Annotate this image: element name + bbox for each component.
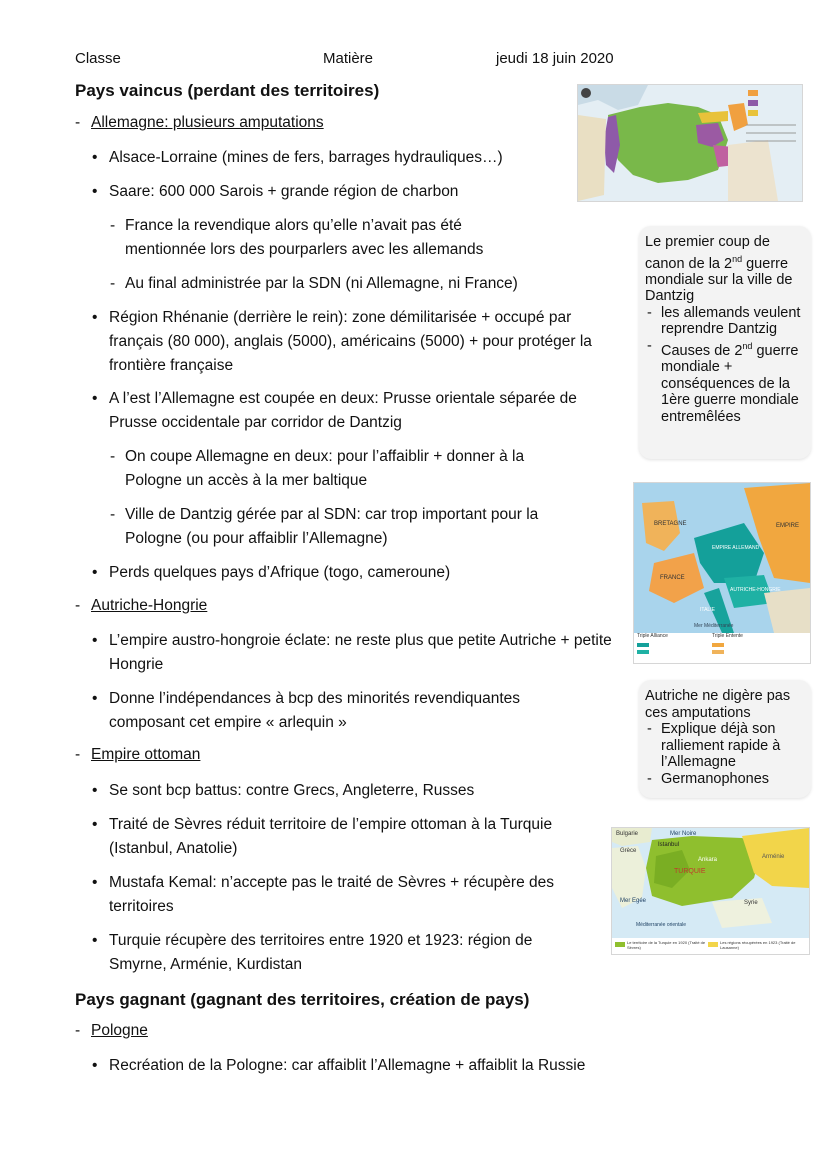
bullet-kemal: • Mustafa Kemal: n’accepte pas le traité de Sèvres + récupère des territoires bbox=[109, 871, 599, 919]
note-dantzig-item-2-a: Causes de 2 bbox=[661, 342, 743, 359]
bullet-independances: • Donne l’indépendances à bcp des minorités revendiquantes composant cet empire « arlequin » bbox=[109, 687, 579, 735]
map-turkey-istanbul: Istanbul bbox=[658, 842, 680, 848]
heading-autriche-text: Autriche-Hongrie bbox=[91, 597, 208, 614]
note-autriche-intro: Autriche ne digère pas ces amputations bbox=[645, 688, 791, 721]
map-germany-svg bbox=[578, 85, 802, 201]
map-turkey-armenie: Arménie bbox=[762, 854, 785, 860]
map-turkey-syrie: Syrie bbox=[744, 900, 758, 906]
bullet-rhenanie: • Région Rhénanie (derrière le rein): zone démilitarisée + occupé par français (80 000), anglais (5000), américains (5000) + pour protéger la frontière française bbox=[109, 306, 615, 378]
sub-dantzig-sdn: - Ville de Dantzig gérée par al SDN: car trop important pour la Pologne (ou pour affaiblir l’Allemagne) bbox=[125, 503, 595, 551]
sub-sdn-saare: - Au final administrée par la SDN (ni Allemagne, ni France) bbox=[125, 272, 595, 296]
header-date: jeudi 18 juin 2020 bbox=[496, 50, 614, 67]
map-label-italie: ITALIE bbox=[700, 607, 715, 613]
map-turkey-legend-1920: Le territoire de la Turquie en 1920 (Traité de Sèvres) bbox=[627, 940, 706, 950]
map-legend-alliance: Triple Alliance bbox=[637, 633, 668, 639]
map-turkey-mediterranee: Méditerranée orientale bbox=[636, 922, 687, 928]
bullet-recreation-pologne: • Recréation de la Pologne: car affaiblit l’Allemagne + affaiblit la Russie bbox=[109, 1054, 649, 1078]
map-turkey-legend-1923: Les régions récupérées en 1923 (Traité de Lausanne) bbox=[720, 940, 796, 950]
note-dantzig-item-2 bbox=[645, 338, 803, 425]
heading-allemagne-text: Allemagne: plusieurs amputations bbox=[91, 114, 324, 131]
bullet-turquie-recupere: • Turquie récupère des territoires entre 1920 et 1923: région de Smyrne, Arménie, Kurdistan bbox=[109, 929, 579, 977]
note-autriche bbox=[639, 680, 811, 798]
map-label-autriche: AUTRICHE-HONGRIE bbox=[730, 587, 781, 593]
map-germany-amputations bbox=[577, 84, 803, 202]
map-turkey-label: TURQUIE bbox=[674, 868, 706, 875]
map-turkey-grece: Grèce bbox=[620, 848, 637, 854]
note-dantzig-intro bbox=[645, 234, 803, 305]
map-turkey-svg bbox=[612, 828, 809, 954]
bullet-alsace: • Alsace-Lorraine (mines de fers, barrages hydrauliques…) bbox=[109, 146, 609, 170]
map-turkey-mer-egee: Mer Egée bbox=[620, 898, 647, 904]
note-dantzig-intro-a: Le premier coup de canon de la 2 bbox=[645, 234, 770, 272]
heading-autriche: - Autriche-Hongrie bbox=[75, 597, 208, 614]
map-legend-entente: Triple Entente bbox=[712, 633, 743, 639]
heading-ottoman-text: Empire ottoman bbox=[91, 746, 201, 763]
bullet-saare: • Saare: 600 000 Sarois + grande région de charbon bbox=[109, 180, 579, 204]
section-title-vaincus: Pays vaincus (perdant des territoires) bbox=[75, 81, 380, 100]
header-matiere: Matière bbox=[323, 50, 374, 67]
map-turkey-bulgarie: Bulgarie bbox=[616, 831, 639, 837]
map-turkey-ankara: Ankara bbox=[698, 857, 718, 863]
note-dantzig-item-1: - les allemands veulent reprendre Dantzig bbox=[645, 305, 803, 338]
map-alliances bbox=[633, 482, 811, 664]
bullet-empire-eclate: • L’empire austro-hongroie éclate: ne reste plus que petite Autriche + petite Hongrie bbox=[109, 629, 619, 677]
bullet-prusse: • A l’est l’Allemagne est coupée en deux: Prusse orientale séparée de Prusse occidentale par corridor de Dantzig bbox=[109, 387, 621, 435]
bullet-sevres: • Traité de Sèvres réduit territoire de l’empire ottoman à la Turquie (Istanbul, Anatolie) bbox=[109, 813, 595, 861]
note-autriche-item-1: - Explique déjà son ralliement rapide à l’Allemagne bbox=[645, 721, 803, 771]
map-turkey-mer-noire: Mer Noire bbox=[670, 831, 697, 837]
heading-ottoman: - Empire ottoman bbox=[75, 746, 201, 763]
heading-pologne-text: Pologne bbox=[91, 1022, 148, 1039]
map-label-bretagne: BRETAGNE bbox=[654, 521, 687, 527]
map-label-mer-med: Mer Méditerranée bbox=[694, 623, 734, 629]
note-dantzig-sup: nd bbox=[732, 253, 743, 264]
note-dantzig-item-2-sup: nd bbox=[742, 340, 753, 351]
heading-allemagne: - Allemagne: plusieurs amputations bbox=[75, 114, 324, 131]
bullet-battus: • Se sont bcp battus: contre Grecs, Angleterre, Russes bbox=[109, 779, 579, 803]
map-label-empire: EMPIRE bbox=[776, 523, 800, 529]
bullet-afrique: • Perds quelques pays d’Afrique (togo, cameroune) bbox=[109, 561, 609, 585]
sub-france-revendique: - France la revendique alors qu’elle n’avait pas été mentionnée lors des pourparlers avec les allemands bbox=[125, 214, 530, 262]
heading-pologne: - Pologne bbox=[75, 1022, 148, 1039]
header-classe: Classe bbox=[75, 50, 121, 67]
section-title-gagnant: Pays gagnant (gagnant des territoires, création de pays) bbox=[75, 990, 530, 1009]
map-label-france: FRANCE bbox=[660, 575, 685, 581]
map-label-empire-allemand: EMPIRE ALLEMAND bbox=[712, 545, 760, 551]
map-turkey bbox=[611, 827, 810, 955]
sub-coupe-allemagne: - On coupe Allemagne en deux: pour l’affaiblir + donner à la Pologne un accès à la mer baltique bbox=[125, 445, 580, 493]
note-dantzig-item-2-b: guerre mondiale + conséquences de la 1ère guerre mondiale entremêlées bbox=[661, 342, 799, 425]
note-dantzig bbox=[639, 226, 811, 459]
note-dantzig-intro-b: guerre mondiale sur la ville de Dantzig bbox=[645, 255, 793, 305]
note-autriche-item-2: - Germanophones bbox=[645, 771, 803, 788]
